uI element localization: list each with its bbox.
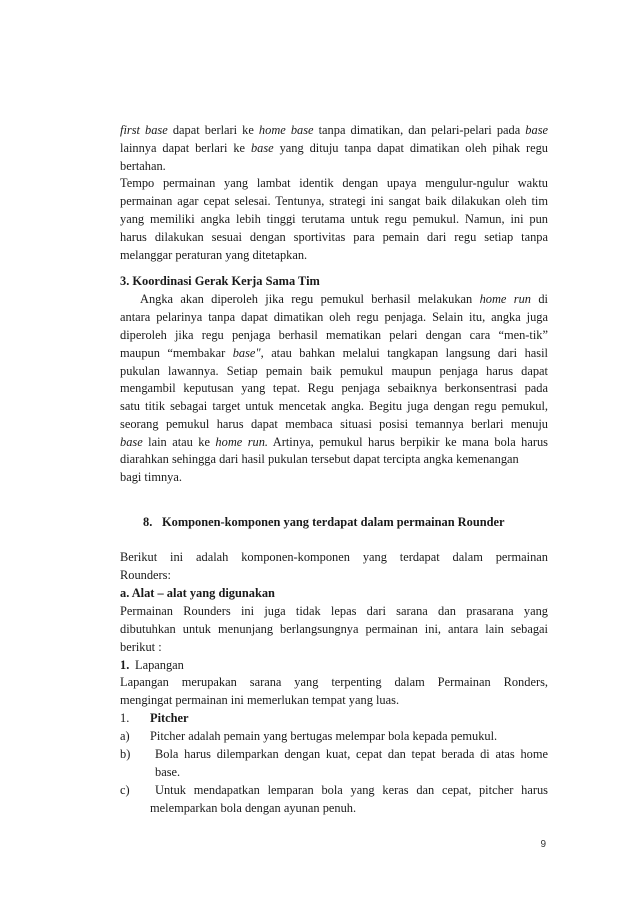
paragraph-line: berikut : — [120, 640, 162, 654]
italic-term: base", — [232, 346, 264, 360]
italic-term: base — [120, 435, 143, 449]
list-item-text: Untuk mendapatkan lemparan bola yang keras dan cepat, pitcher harus — [155, 783, 548, 797]
text-run: atau bahkan melalui tangkapan langsung dari hasil — [263, 346, 548, 360]
paragraph-line — [120, 122, 548, 139]
italic-term: home run. — [215, 435, 269, 449]
paragraph-line — [120, 434, 548, 451]
italic-term: base — [250, 141, 274, 155]
list-item-text: base. — [155, 765, 181, 779]
paragraph-line — [120, 140, 548, 157]
text-run: Artinya, pemukul harus berpikir ke mana bola harus — [268, 435, 548, 449]
paragraph-line: dibutuhkan untuk menunjang berlangsungnya permainan ini, antara lain sebagai — [120, 622, 548, 636]
paragraph-line: satu titik sebagai target untuk mencetak angka. Begitu juga dengan regu pemukul, — [120, 399, 548, 413]
paragraph-line: permainan agar cepat selesai. Tentunya, strategi ini sangat baik dilakukan oleh tim — [120, 194, 548, 208]
paragraph-line: mengambil keputusan yang tepat. Regu penjaga sebaiknya berkonsentrasi pada — [120, 381, 548, 395]
paragraph-line: diarahkan sehingga dari hasil pukulan tersebut dapat tercipta angka kemenangan — [120, 452, 519, 466]
page-number: 9 — [540, 839, 546, 850]
text-run: Angka akan diperoleh jika regu pemukul berhasil melakukan — [140, 292, 480, 306]
italic-term: home base — [258, 123, 314, 137]
text-run: di — [530, 292, 548, 306]
list-item-text: melemparkan bola dengan ayunan penuh. — [150, 801, 357, 815]
paragraph-line: pukulan lawannya. Setiap pemain baik pemukul maupun penjaga harus dapat — [120, 364, 548, 378]
italic-term: first base — [120, 123, 168, 137]
list-item-text: Pitcher adalah pemain yang bertugas melempar bola kepada pemukul. — [150, 729, 498, 743]
italic-term: home run — [479, 292, 531, 306]
text-run: dapat berlari ke — [167, 123, 259, 137]
text-run: maupun “membakar — [120, 346, 233, 360]
paragraph-line: harus dilakukan sesuai dengan sportivitas para pemain dari regu setiap tanpa — [120, 230, 548, 244]
paragraph-line: bertahan. — [120, 159, 166, 173]
list-number: 1. — [120, 711, 130, 725]
section-number: 8. — [143, 515, 153, 529]
paragraph-line: yang memiliki angka lebih tinggi terutama untuk regu pemukul. Namun, ini pun — [120, 212, 548, 226]
paragraph-line: mengingat permainan ini memerlukan tempat yang luas. — [120, 693, 400, 707]
section-heading: 3. Koordinasi Gerak Kerja Sama Tim — [120, 274, 320, 288]
list-item-text: Bola harus dilemparkan dengan kuat, cepat dan tepat berada di atas home — [155, 747, 548, 761]
paragraph-line: Berikut ini adalah komponen-komponen yang terdapat dalam permainan — [120, 550, 548, 564]
subheading: a. Alat – alat yang digunakan — [120, 586, 275, 600]
text-run: lainnya dapat berlari ke — [120, 141, 251, 155]
italic-term: base — [525, 123, 549, 137]
text-run: yang dituju tanpa dapat dimatikan oleh pihak regu — [273, 141, 548, 155]
section-heading: Komponen-komponen yang terdapat dalam permainan Rounder — [162, 515, 505, 529]
text-run: tanpa dimatikan, dan pelari-pelari pada — [313, 123, 526, 137]
paragraph-line: antara pelarinya tanpa dapat dimatikan oleh regu penjaga. Selain itu, angka juga — [120, 310, 548, 324]
paragraph-line: Tempo permainan yang lambat identik dengan upaya mengulur-ngulur waktu — [120, 176, 548, 190]
list-marker: a) — [120, 729, 130, 743]
paragraph-line — [120, 345, 548, 362]
list-label: Pitcher — [150, 711, 189, 725]
list-label: Lapangan — [135, 658, 184, 672]
list-number: 1. — [120, 658, 130, 672]
paragraph-line: Permainan Rounders ini juga tidak lepas dari sarana dan prasarana yang — [120, 604, 548, 618]
list-marker: c) — [120, 783, 130, 797]
paragraph-line — [140, 291, 548, 308]
paragraph-line: diperoleh jika regu penjaga berhasil mematikan pelari dengan cara “men-tik” — [120, 328, 548, 342]
paragraph-line: bagi timnya. — [120, 470, 182, 484]
text-run: lain atau ke — [142, 435, 216, 449]
paragraph-line: Rounders: — [120, 568, 171, 582]
list-marker: b) — [120, 747, 131, 761]
paragraph-line: Lapangan merupakan sarana yang terpenting dalam Permainan Ronders, — [120, 675, 548, 689]
paragraph-line: melanggar peraturan yang ditetapkan. — [120, 248, 308, 262]
paragraph-line: seorang pemukul harus dapat membaca situasi posisi temannya berlari menuju — [120, 417, 548, 431]
